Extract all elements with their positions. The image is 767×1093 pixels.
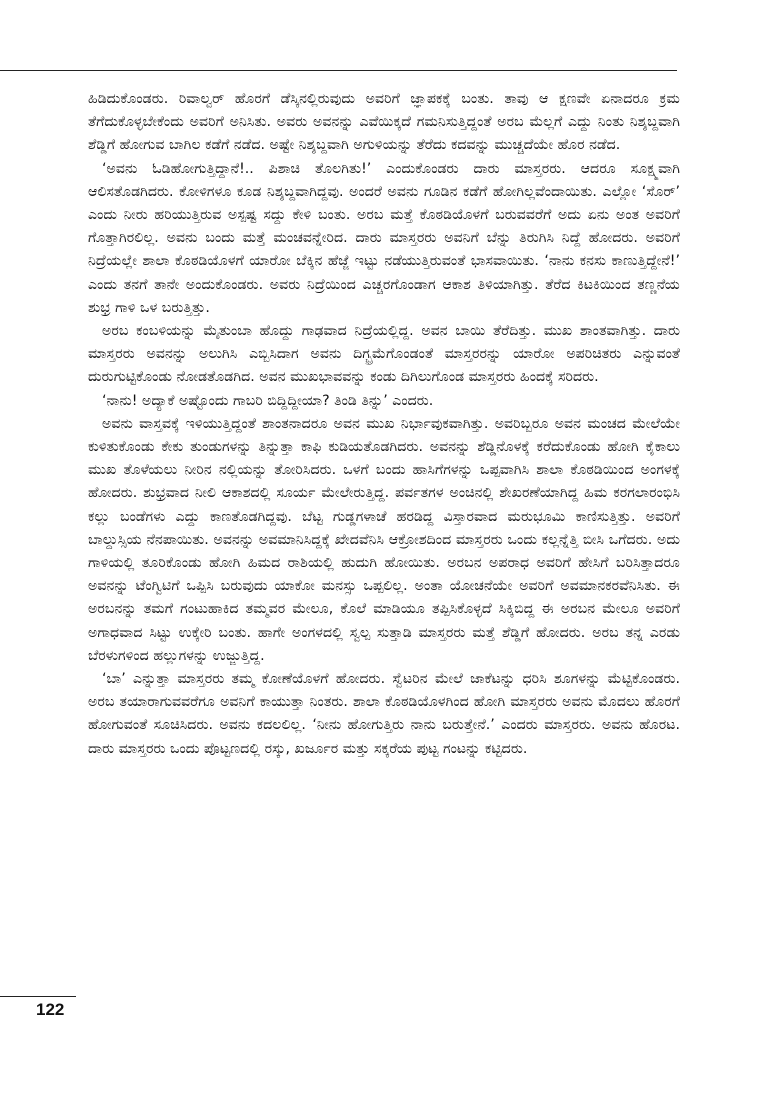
- page-number: 122: [36, 1000, 65, 1019]
- header-rule: [0, 70, 677, 71]
- body-text: [88, 88, 680, 761]
- paragraph: ಹಿಡಿದುಕೊಂಡರು. ರಿವಾಲ್ವರ್ ಹೊರಗೆ ಡೆಸ್ಕಿನಲ್ಲಿರುವುದು ಅವರಿಗೆ ಜ್ಞಾಪಕಕ್ಕೆ ಬಂತು. ತಾವು ಆ ಕ್ಷಣವೇ ಏನಾದರೂ ಕ್ರಮ ತೆಗೆದುಕೊಳ್ಳಬೇಕೆಂದು ಅವರಿಗೆ ಅನಿಸಿತು. ಅವರು ಅವನನ್ನು ಎವೆಯಿಕ್ಕದೆ ಗಮನಿಸುತ್ತಿದ್ದಂತೆ ಅರಬ ಮೆಲ್ಲಗೆ ಎದ್ದು ನಿಂತು ನಿಶ್ಶಬ್ದವಾಗಿ ಶೆಡ್ಡಿಗೆ ಹೋಗುವ ಬಾಗಿಲ ಕಡೆಗೆ ನಡೆದ. ಅಷ್ಟೇ ನಿಶ್ಶಬ್ದವಾಗಿ ಅಗುಳಿಯನ್ನು ತೆರೆದು ಕದವನ್ನು ಮುಚ್ಚದೆಯೇ ಹೊರ ನಡೆದ.: [88, 91, 680, 154]
- paragraph: ಅವನು ವಾಸ್ತವಕ್ಕೆ ಇಳಿಯುತ್ತಿದ್ದಂತೆ ಶಾಂತನಾದರೂ ಅವನ ಮುಖ ನಿರ್ಭಾವುಕವಾಗಿತ್ತು. ಅವರಿಬ್ಬರೂ ಅವನ ಮಂಚದ ಮೇಲೆಯೇ ಕುಳಿತುಕೊಂಡು ಕೇಕು ತುಂಡುಗಳನ್ನು ತಿನ್ನುತ್ತಾ ಕಾಫಿ ಕುಡಿಯತೊಡಗಿದರು. ಅವನನ್ನು ಶೆಡ್ಡಿನೊಳಕ್ಕೆ ಕರೆದುಕೊಂಡು ಹೋಗಿ ಕೈಕಾಲು ಮುಖ ತೊಳೆಯಲು ನೀರಿನ ನಲ್ಲಿಯನ್ನು ತೋರಿಸಿದರು. ಒಳಗೆ ಬಂದು ಹಾಸಿಗೆಗಳನ್ನು ಒಪ್ಪವಾಗಿಸಿ ಶಾಲಾ ಕೊಠಡಿಯಿಂದ ಅಂಗಳಕ್ಕೆ ಹೋದರು. ಶುಭ್ರವಾದ ನೀಲಿ ಆಕಾಶದಲ್ಲಿ ಸೂರ್ಯ ಮೇಲೇರುತ್ತಿದ್ದ. ಪರ್ವತಗಳ ಅಂಚಿನಲ್ಲಿ ಶೇಖರಣೆಯಾಗಿದ್ದ ಹಿಮ ಕರಗಲಾರಂಭಿಸಿ ಕಲ್ಲು ಬಂಡೆಗಳು ಎದ್ದು ಕಾಣತೊಡಗಿದ್ದವು. ಬೆಟ್ಟ ಗುಡ್ಡಗಳಾಚೆ ಹರಡಿದ್ದ ವಿಸ್ತಾರವಾದ ಮರುಭೂಮಿ ಕಾಣಿಸುತ್ತಿತ್ತು. ಅವರಿಗೆ ಬಾಲ್ದುಸ್ಸಿಯ ನೆನಪಾಯಿತು. ಅವನನ್ನು ಅವಮಾನಿಸಿದ್ದಕ್ಕೆ ಖೇದವೆನಿಸಿ ಆಕ್ರೋಶದಿಂದ ಮಾಸ್ತರರು ಒಂದು ಕಲ್ಲನ್ನೆತ್ತಿ ಬೀಸಿ ಒಗೆದರು. ಅದು ಗಾಳಿಯಲ್ಲಿ ತೂರಿಕೊಂಡು ಹೋಗಿ ಹಿಮದ ರಾಶಿಯಲ್ಲಿ ಹುದುಗಿ ಹೋಯಿತು. ಅರಬನ ಅಪರಾಧ ಅವರಿಗೆ ಹೇಸಿಗೆ ಬರಿಸಿತ್ತಾದರೂ ಅವನನ್ನು ಟೆಂಗ್ವಿಟಿಗೆ ಒಪ್ಪಿಸಿ ಬರುವುದು ಯಾಕೋ ಮನಸ್ಸು ಒಪ್ಪಲಿಲ್ಲ. ಅಂತಾ ಯೋಚನೆಯೇ ಅವರಿಗೆ ಅವಮಾನಕರವೆನಿಸಿತು. ಈ ಅರಬನನ್ನು ತಮಗೆ ಗಂಟುಹಾಕಿದ ತಮ್ಮವರ ಮೇಲೂ, ಕೊಲೆ ಮಾಡಿಯೂ ತಪ್ಪಿಸಿಕೊಳ್ಳದೆ ಸಿಕ್ಕಿಬಿದ್ದ ಈ ಅರಬನ ಮೇಲೂ ಅವರಿಗೆ ಅಗಾಧವಾದ ಸಿಟ್ಟು ಉಕ್ಕೇರಿ ಬಂತು. ಹಾಗೇ ಅಂಗಳದಲ್ಲಿ ಸ್ವಲ್ಪ ಸುತ್ತಾಡಿ ಮಾಸ್ತರರು ಮತ್ತೆ ಶೆಡ್ಡಿಗೆ ಹೋದರು. ಅರಬ ತನ್ನ ಎರಡು ಬೆರಳುಗಳಿಂದ ಹಲ್ಲುಗಳನ್ನು ಉಜ್ಜುತ್ತಿದ್ದ.: [88, 415, 680, 664]
- paragraph: ‘ನಾನು! ಅದ್ಯಾಕೆ ಅಷ್ಟೊಂದು ಗಾಬರಿ ಬಿದ್ದಿದ್ದೀಯಾ? ತಿಂಡಿ ತಿನ್ನು’ ಎಂದರು.: [102, 392, 434, 409]
- paragraph: ಅರಬ ಕಂಬಳಿಯನ್ನು ಮೈತುಂಬಾ ಹೊದ್ದು ಗಾಢವಾದ ನಿದ್ರೆಯಲ್ಲಿದ್ದ. ಅವನ ಬಾಯಿ ತೆರೆದಿತ್ತು. ಮುಖ ಶಾಂತವಾಗಿತ್ತು. ದಾರು ಮಾಸ್ತರರು ಅವನನ್ನು ಅಲುಗಿಸಿ ಎಬ್ಬಿಸಿದಾಗ ಅವನು ದಿಗ್ಭ್ರಮೆಗೊಂಡಂತೆ ಮಾಸ್ತರರನ್ನು ಯಾರೋ ಅಪರಿಚಿತರು ಎನ್ನುವಂತೆ ದುರುಗುಟ್ಟಿಕೊಂಡು ನೋಡತೊಡಗಿದ. ಅವನ ಮುಖಭಾವವನ್ನು ಕಂಡು ದಿಗಿಲುಗೊಂಡ ಮಾಸ್ತರರು ಹಿಂದಕ್ಕೆ ಸರಿದರು.: [88, 323, 680, 386]
- paragraph: ‘ಬಾ’ ಎನ್ನುತ್ತಾ ಮಾಸ್ತರರು ತಮ್ಮ ಕೋಣೆಯೊಳಗೆ ಹೋದರು. ಸ್ವೆಟರಿನ ಮೇಲೆ ಜಾಕೆಟನ್ನು ಧರಿಸಿ ಶೂಗಳನ್ನು ಮೆಟ್ಟಿಕೊಂಡರು. ಅರಬ ತಯಾರಾಗುವವರೆಗೂ ಅವನಿಗೆ ಕಾಯುತ್ತಾ ನಿಂತರು. ಶಾಲಾ ಕೊಠಡಿಯೊಳಗಿಂದ ಹೋಗಿ ಮಾಸ್ತರರು ಅವನು ಮೊದಲು ಹೊರಗೆ ಹೋಗುವಂತೆ ಸೂಚಿಸಿದರು. ಅವನು ಕದಲಲಿಲ್ಲ. ‘ನೀನು ಹೋಗುತ್ತಿರು ನಾನು ಬರುತ್ತೇನೆ.’ ಎಂದರು ಮಾಸ್ತರರು. ಅವನು ಹೊರಟ. ದಾರು ಮಾಸ್ತರರು ಒಂದು ಪೊಟ್ಟಣದಲ್ಲಿ ರಸ್ಕು, ಖರ್ಜೂರ ಮತ್ತು ಸಕ್ಕರೆಯ ಪುಟ್ಟ ಗಂಟನ್ನು ಕಟ್ಟಿದರು.: [88, 671, 680, 757]
- paragraph: ‘ಅವನು ಓಡಿಹೋಗುತ್ತಿದ್ದಾನೆ!.. ಪಿಶಾಚಿ ತೊಲಗಿತು!’ ಎಂದುಕೊಂಡರು ದಾರು ಮಾಸ್ತರರು. ಆದರೂ ಸೂಕ್ಷ್ಮವಾಗಿ ಆಲಿಸತೊಡಗಿದರು. ಕೋಳಿಗಳೂ ಕೂಡ ನಿಶ್ಶಬ್ದವಾಗಿದ್ದವು. ಅಂದರೆ ಅವನು ಗೂಡಿನ ಕಡೆಗೆ ಹೋಗಿಲ್ಲವೆಂದಾಯಿತು. ಎಲ್ಲೋ ‘ಸೊರ್’ ಎಂದು ನೀರು ಹರಿಯುತ್ತಿರುವ ಅಸ್ಪಷ್ಟ ಸದ್ದು ಕೇಳಿ ಬಂತು. ಅರಬ ಮತ್ತೆ ಕೊಠಡಿಯೊಳಗೆ ಬರುವವರೆಗೆ ಅದು ಏನು ಅಂತ ಅವರಿಗೆ ಗೊತ್ತಾಗಿರಲಿಲ್ಲ. ಅವನು ಬಂದು ಮತ್ತೆ ಮಂಚವನ್ನೇರಿದ. ದಾರು ಮಾಸ್ತರರು ಅವನಿಗೆ ಬೆನ್ನು ತಿರುಗಿಸಿ ನಿದ್ದೆ ಹೋದರು. ಅವರಿಗೆ ನಿದ್ರೆಯಲ್ಲೇ ಶಾಲಾ ಕೊಠಡಿಯೊಳಗೆ ಯಾರೋ ಬೆಕ್ಕಿನ ಹೆಜ್ಜೆ ಇಟ್ಟು ನಡೆಯುತ್ತಿರುವಂತೆ ಭಾಸವಾಯಿತು. ‘ನಾನು ಕನಸು ಕಾಣುತ್ತಿದ್ದೇನೆ!’ ಎಂದು ತನಗೆ ತಾನೇ ಅಂದುಕೊಂಡರು. ಅವರು ನಿದ್ರೆಯಿಂದ ಎಚ್ಚರಗೊಂಡಾಗ ಆಕಾಶ ತಿಳಿಯಾಗಿತ್ತು. ತೆರೆದ ಕಿಟಕಿಯಿಂದ ತಣ್ಣನೆಯ ಶುಭ್ರ ಗಾಳಿ ಒಳ ಬರುತ್ತಿತ್ತು.: [88, 160, 680, 316]
- page-number-rule: [0, 996, 76, 997]
